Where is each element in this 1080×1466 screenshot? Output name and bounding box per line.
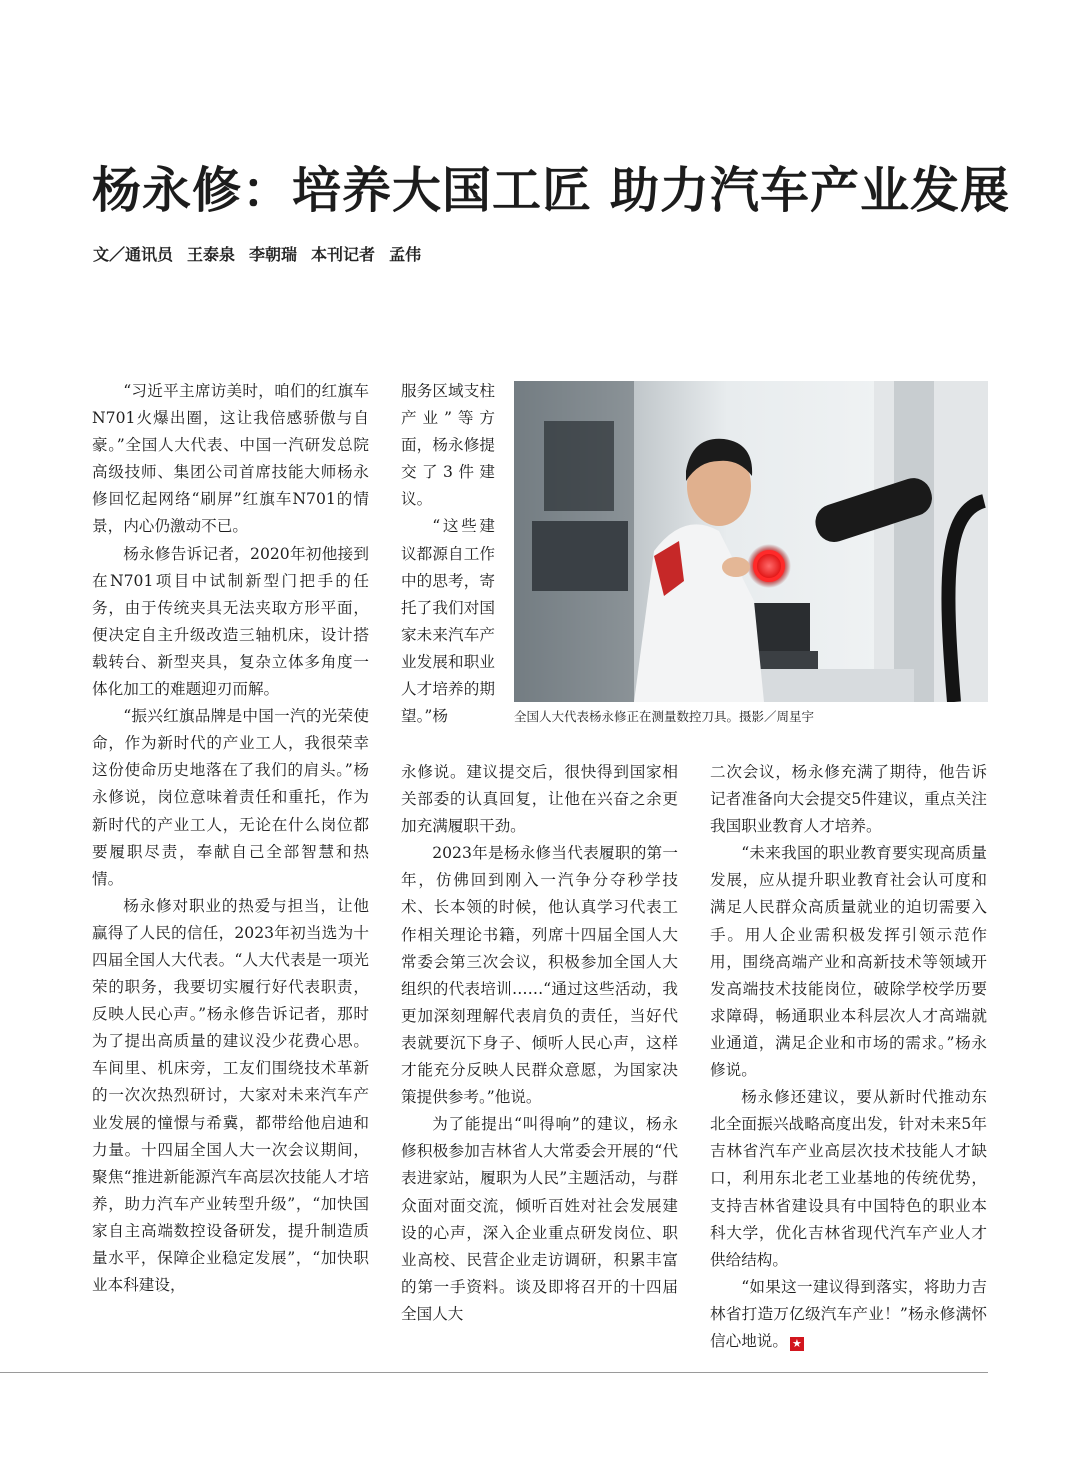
paragraph: 杨永修告诉记者，2020年初他接到在N701项目中试制新型门把手的任务，由于传统夹具无法夹取方形平面，便决定自主升级改造三轴机床，设计搭载转台、新型夹具，复杂立体多角度一体化加工的难题迎刃而解。 <box>92 544 369 699</box>
photo-caption: 全国人大代表杨永修正在测量数控刀具。摄影／周星宇 <box>514 709 815 724</box>
article-title: 杨永修：培养大国工匠 助力汽车产业发展 <box>92 162 1011 219</box>
byline-author: 李朝瑞 <box>249 245 298 264</box>
photo-illustration <box>514 381 988 702</box>
paragraph: “未来我国的职业教育要实现高质量发展，应从提升职业教育社会认可度和满足人民群众高质量就业的迫切需要入手。用人企业需积极发挥引领示范作用，围绕高端产业和高新技术等领域开发高端技术技能岗位，破除学校学历要求障碍，畅通职业本科层次人才高端就业通道，满足企业和市场的需求。”杨永修说。 <box>710 844 987 1080</box>
article-column-3 <box>710 759 987 1355</box>
article-column-2-upper <box>401 378 495 730</box>
end-mark-star-icon: ★ <box>790 1337 804 1351</box>
byline-role: 本刊记者 <box>311 245 376 264</box>
byline <box>93 244 435 266</box>
byline-author: 孟伟 <box>389 245 422 264</box>
article-photo <box>514 381 988 702</box>
paragraph: 杨永修还建议，要从新时代推动东北全面振兴战略高度出发，针对未来5年吉林省汽车产业高层次技术技能人才缺口，利用东北老工业基地的传统优势，支持吉林省建设具有中国特色的职业本科大学，优化吉林省现代汽车产业人才供给结构。 <box>710 1088 987 1269</box>
paragraph: 服务区域支柱产业”等方面，杨永修提交了3件建议。 <box>401 382 495 509</box>
paragraph-last <box>710 1274 987 1355</box>
paragraph: “习近平主席访美时，咱们的红旗车N701火爆出圈，这让我倍感骄傲与自豪。”全国人大代表、中国一汽研发总院高级技师、集团公司首席技能大师杨永修回忆起网络“刷屏”红旗车N701的情景，内心仍激动不已。 <box>92 382 369 536</box>
paragraph: 2023年是杨永修当代表履职的第一年，仿佛回到刚入一汽争分夺秒学技术、长本领的时候，他认真学习代表工作相关理论书籍，列席十四届全国人大常委会第三次会议，积极参加全国人大组织的代表培训……“通过这些活动，我更加深刻理解代表肩负的责任，当好代表就要沉下身子、倾听人民心声，这样才能充分反映人民群众意愿，为国家决策提供参考。”他说。 <box>401 844 678 1107</box>
paragraph: 永修说。建议提交后，很快得到国家相关部委的认真回复，让他在兴奋之余更加充满履职干劲。 <box>401 763 678 836</box>
byline-author: 王泰泉 <box>187 245 236 264</box>
paragraph: 杨永修对职业的热爱与担当，让他赢得了人民的信任，2023年初当选为十四届全国人大代表。“人大代表是一项光荣的职务，我要切实履行好代表职责，反映人民心声。”杨永修告诉记者，那时为了提出高质量的建议没少花费心思。车间里、机床旁，工友们围绕技术革新的一次次热烈研讨，大家对未来汽车产业发展的憧憬与希冀，都带给他启迪和力量。十四届全国人大一次会议期间，聚焦“推进新能源汽车高层次技能人才培养，助力汽车产业转型升级”，“加快国家自主高端数控设备研发，提升制造质量水平，保障企业稳定发展”，“加快职业本科建设， <box>92 896 369 1295</box>
byline-prefix: 文／通讯员 <box>93 245 174 264</box>
paragraph: “振兴红旗品牌是中国一汽的光荣使命，作为新时代的产业工人，我很荣幸这份使命历史地落在了我们的肩头。”杨永修说，岗位意味着责任和重托，作为新时代的产业工人，无论在什么岗位都要履职尽责，奉献自己全部智慧和热情。 <box>92 707 369 888</box>
paragraph-text: “如果这一建议得到落实，将助力吉林省打造万亿级汽车产业！”杨永修满怀信心地说。 <box>710 1277 987 1350</box>
footer-divider <box>0 1372 988 1373</box>
paragraph: 为了能提出“叫得响”的建议，杨永修积极参加吉林省人大常委会开展的“代表进家站，履职为人民”主题活动，与群众面对面交流，倾听百姓对社会发展建设的心声，深入企业重点研发岗位、职业高校、民营企业走访调研，积累丰富的第一手资料。谈及即将召开的十四届全国人大 <box>401 1115 678 1323</box>
article-column-2-lower <box>401 759 678 1328</box>
article-column-1 <box>92 378 369 1299</box>
paragraph: “这些建议都源自工作中的思考，寄托了我们对国家未来汽车产业发展和职业人才培养的期望。”杨 <box>401 517 495 726</box>
paragraph: 二次会议，杨永修充满了期待，他告诉记者准备向大会提交5件建议，重点关注我国职业教育人才培养。 <box>710 763 987 836</box>
